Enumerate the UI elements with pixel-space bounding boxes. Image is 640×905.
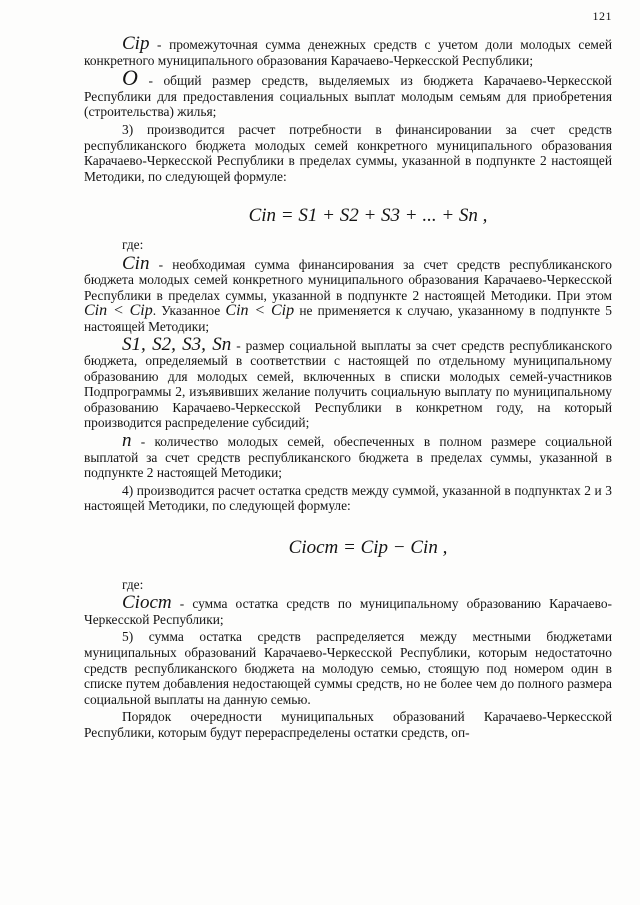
definition-cin-text: - необходимая сумма финансирования за счет средств республиканского бюджета молодых семей конкретного муниципального образования Карачаево-Черкесской Республики в пределах суммы, указанной в подпункте 2 настоящей Методики. При этом <box>84 256 612 303</box>
definition-cioct-text: - сумма остатка средств по муниципальному образованию Карачаево-Черкесской Республики; <box>84 596 612 627</box>
definition-cioct <box>84 592 612 627</box>
symbol-cin: Cin <box>122 252 150 274</box>
step-4-paragraph: 4) производится расчет остатка средств между суммой, указанной в подпунктах 2 и 3 настоящей Методики, по следующей формуле: <box>84 482 612 514</box>
definition-cip-text: - промежуточная сумма денежных средств с учетом доли молодых семей конкретного муниципального образования Карачаево-Черкесской Республики; <box>84 37 612 68</box>
definition-s <box>84 333 613 432</box>
definition-n-text: - количество молодых семей, обеспеченных в полном размере социальной выплатой за счет средств республиканского бюджета в пределах суммы, указанной в подпункте 2 настоящей Методики; <box>84 434 612 481</box>
definition-o-text: - общий размер средств, выделяемых из бюджета Карачаево-Черкесской Республики для предоставления социальных выплат молодым семьям для приобретения (строительства) жилья; <box>84 73 612 120</box>
symbol-cip: Cip <box>122 33 150 54</box>
symbol-cioct: Cioст <box>122 592 172 614</box>
order-paragraph: Порядок очередности муниципальных образований Карачаево-Черкесской Республики, которым будут перераспределены остатки средств, оп- <box>84 709 612 740</box>
definition-cin <box>84 252 613 335</box>
condition-tail: не применяется к случаю, указанному в подпункте 5 настоящей Методики; <box>84 303 613 334</box>
symbol-n: n <box>122 430 132 452</box>
formula-cioct: Cioст = Cip − Cin , <box>288 537 448 559</box>
symbol-s-list: S1, S2, S3, Sn <box>122 333 232 355</box>
where-label-2: где: <box>122 576 144 592</box>
definition-n <box>84 430 612 481</box>
formula-cin: Cin = S1 + S2 + S3 + ... + Sn , <box>248 205 488 227</box>
page-number: 121 <box>592 9 612 23</box>
where-label-1: где: <box>122 236 144 252</box>
symbol-o: O <box>122 65 138 91</box>
definition-o <box>84 65 612 120</box>
condition-2: Cin < Cip <box>225 302 295 320</box>
document-body <box>84 33 613 743</box>
step-3-paragraph: 3) производится расчет потребности в финансировании за счет средств республиканского бюджета молодых семей конкретного муниципального образования Карачаево-Черкесской Республики в пределах суммы, указанной в подпункте 2 настоящей Методики, по следующей формуле: <box>84 121 612 184</box>
condition-middle: . Указанное <box>152 303 221 319</box>
condition-1: Cin < Cip <box>84 302 153 320</box>
step-5-paragraph: 5) сумма остатка средств распределяется между местными бюджетами муниципальных образований Карачаево-Черкесской Республики, которым недостаточно средств республиканского бюджета на молодую семью, стоящую под номером один в списке путем добавления недостающей суммы средств, но не более чем до полного размера социальной выплаты на данную семью. <box>84 629 612 707</box>
definition-cip <box>84 33 612 68</box>
definition-s-text: - размер социальной выплаты за счет средств республиканского бюджета, определяемый в соответствии с настоящей по отдельному муниципальному образованию для молодых семей, включенных в списки молодых семей-участников Подпрограммы 2, изъявивших желание получить социальную выплату по муниципальному образованию Карачаево-Черкесской Республики в конкретном году, на который производится распределение субсидий; <box>84 337 613 431</box>
